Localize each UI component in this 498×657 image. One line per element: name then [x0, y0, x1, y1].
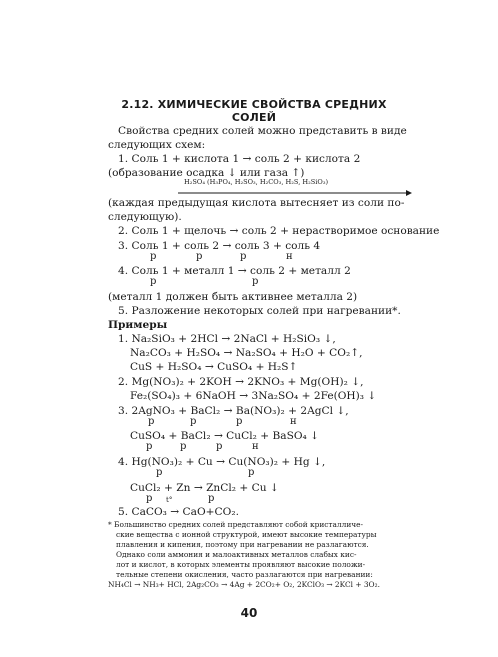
footnote-line-4: Однако соли аммония и малоактивных металлов слабых кис-	[116, 550, 357, 559]
scheme-1-explain-1: (каждая предыдущая кислота вытесняет из соли по-	[108, 197, 405, 209]
acid-series-label: H₂SO₄ (H₃PO₄, H₂SO₃, H₂CO₃, H₂S, H₂SiO₃)	[184, 178, 329, 186]
solubility-mark: р	[146, 441, 153, 452]
solubility-mark: р	[148, 416, 155, 427]
footnote-line-1: * Большинство средних солей представляют собой кристалличе-	[108, 520, 364, 529]
solubility-mark: р	[240, 251, 247, 262]
solubility-mark: р	[252, 276, 259, 287]
footnote-line-7: NH₄Cl → NH₃+ HCl, 2Ag₂CO₃ → 4Ag + 2CO₂+ O₂, 2KClO₃ → 2KCl + 3O₂.	[108, 580, 380, 589]
example-2b: Fe₂(SO₄)₃ + 6NaOH → 3Na₂SO₄ + 2Fe(OH)₃ ↓	[130, 390, 377, 402]
example-4b: CuCl₂ + Zn → ZnCl₂ + Cu ↓	[130, 482, 279, 494]
example-5: 5. CaCO₃ → CaO+CO₂.	[118, 506, 239, 518]
page-number: 40	[240, 606, 258, 620]
heating-mark: t°	[166, 496, 173, 504]
solubility-mark: р	[196, 251, 203, 262]
footnote-line-2: ские вещества с ионной структурой, имеют высокие температуры	[116, 530, 377, 539]
solubility-mark: р	[150, 251, 157, 262]
intro-line-2: следующих схем:	[108, 139, 206, 151]
solubility-mark: р	[208, 493, 215, 504]
example-1b: Na₂CO₃ + H₂SO₄ → Na₂SO₄ + H₂O + CO₂↑,	[130, 347, 363, 359]
scheme-1: 1. Соль 1 + кислота 1 → соль 2 + кислота 2	[118, 153, 361, 165]
solubility-mark: р	[150, 276, 157, 287]
scheme-1-note: (образование осадка ↓ или газа ↑)	[108, 167, 305, 179]
solubility-mark: р	[216, 441, 223, 452]
example-2: 2. Mg(NO₃)₂ + 2KOH → 2KNO₃ + Mg(OH)₂ ↓,	[118, 376, 364, 388]
scheme-4: 4. Соль 1 + металл 1 → соль 2 + металл 2	[118, 265, 351, 277]
section-title: 2.12. ХИМИЧЕСКИЕ СВОЙСТВА СРЕДНИХ СОЛЕЙ	[121, 98, 387, 124]
solubility-mark: н	[286, 251, 293, 262]
example-3: 3. 2AgNO₃ + BaCl₂ → Ba(NO₃)₂ + 2AgCl ↓,	[118, 405, 349, 417]
example-3b: CuSO₄ + BaCl₂ → CuCl₂ + BaSO₄ ↓	[130, 430, 319, 442]
solubility-mark: р	[180, 441, 187, 452]
scheme-3: 3. Соль 1 + соль 2 → соль 3 + соль 4	[118, 240, 321, 252]
scheme-2: 2. Соль 1 + щелочь → соль 2 + нерастворимое основание	[118, 225, 440, 237]
scheme-1-explain-2: следующую).	[108, 211, 182, 223]
scheme-4-note: (металл 1 должен быть активнее металла 2)	[108, 291, 358, 303]
example-4: 4. Hg(NO₃)₂ + Cu → Cu(NO₃)₂ + Hg ↓,	[118, 456, 326, 468]
solubility-mark: н	[252, 441, 259, 452]
solubility-mark: р	[190, 416, 197, 427]
examples-heading: Примеры	[108, 319, 168, 331]
footnote-line-5: лот и кислот, в которых элементы проявляют высокие положи-	[116, 560, 366, 569]
footnote-line-3: плавления и кипения, поэтому при нагревании не разлагаются.	[116, 540, 369, 549]
solubility-mark: р	[156, 467, 163, 478]
example-1: 1. Na₂SiO₃ + 2HCl → 2NaCl + H₂SiO₃ ↓,	[118, 333, 336, 345]
solubility-mark: р	[236, 416, 243, 427]
solubility-mark: р	[146, 493, 153, 504]
intro-line-1: Свойства средних солей можно представить в виде	[118, 125, 407, 137]
scheme-5: 5. Разложение некоторых солей при нагревании*.	[118, 305, 401, 317]
solubility-mark: н	[290, 416, 297, 427]
example-1c: CuS + H₂SO₄ → CuSO₄ + H₂S↑	[130, 361, 298, 373]
solubility-mark: р	[248, 467, 255, 478]
footnote-line-6: тельные степени окисления, часто разлагаются при нагревании:	[116, 570, 373, 579]
